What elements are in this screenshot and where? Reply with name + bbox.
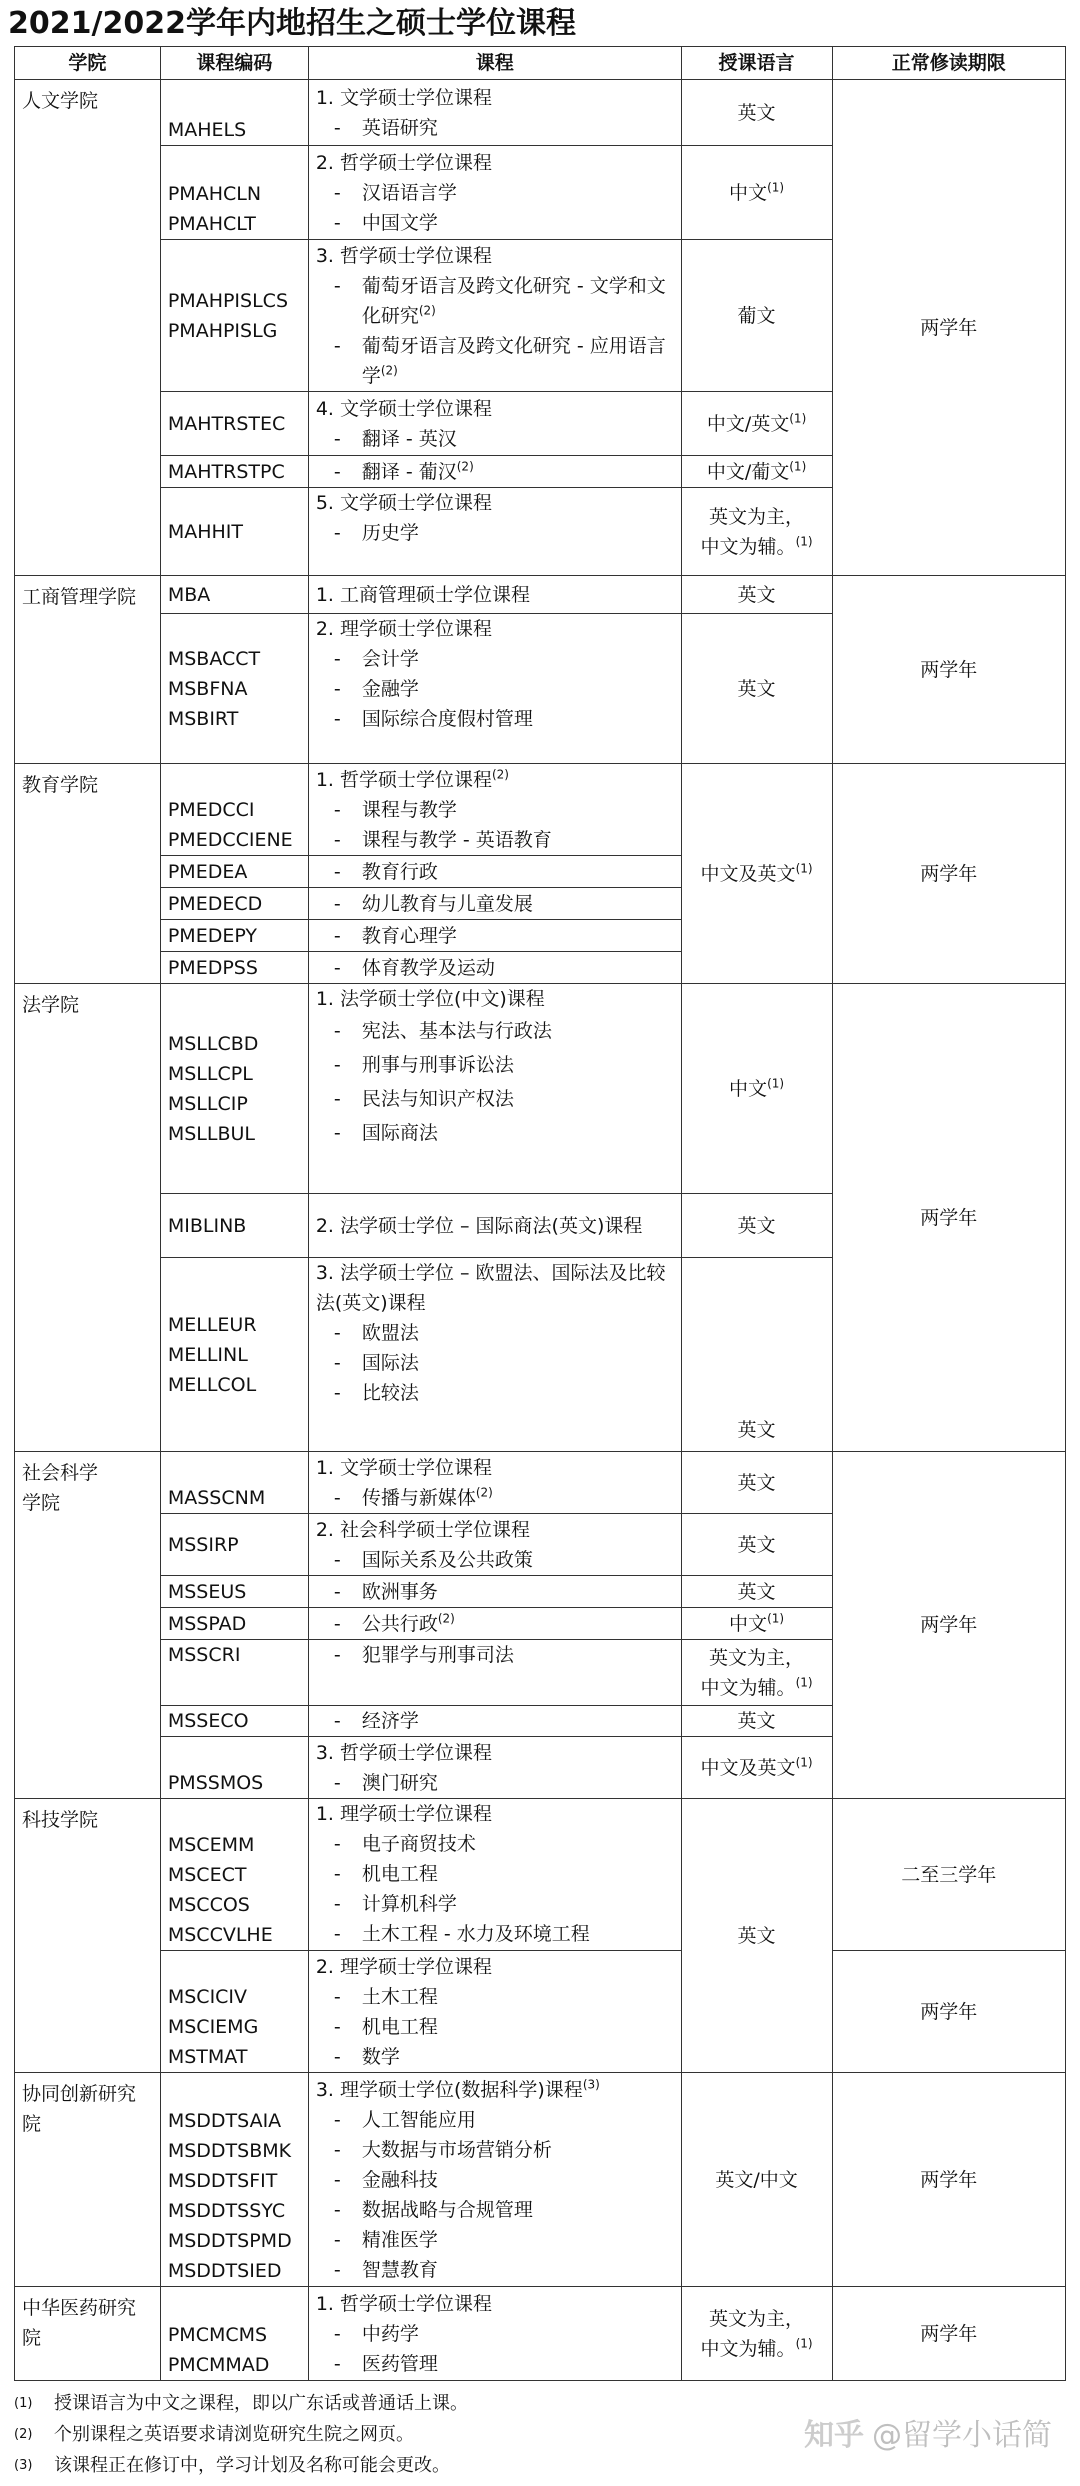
duration-cell: 两学年 — [832, 1951, 1065, 2073]
language-cell: 英文为主， 中文为辅。$^{(1)}$ — [681, 2287, 832, 2381]
language-cell: 英文 — [681, 1258, 832, 1452]
language-cell: 英文为主， 中文为辅。$^{(1)}$ — [681, 488, 832, 576]
header-language: 授课语言 — [681, 47, 832, 80]
language-cell: 英文 — [681, 1706, 832, 1737]
duration-cell: 两学年 — [832, 576, 1065, 764]
course-codes: PMAHCLN PMAHCLT — [160, 146, 308, 240]
table-row — [15, 2073, 1066, 2287]
table-row — [15, 1799, 1066, 1951]
program-item: - 英语研究 — [333, 116, 438, 139]
course-codes: MSBACCT MSBFNA MSBIRT — [160, 614, 308, 764]
program-cell: 1. 工商管理硕士学位课程 — [308, 576, 681, 614]
program-cell — [308, 80, 681, 146]
duration-cell: 两学年 — [832, 2287, 1065, 2381]
table-row — [15, 984, 1066, 1194]
language-cell: 英文 — [681, 576, 832, 614]
duration-cell: 两学年 — [832, 1452, 1065, 1799]
header-program: 课程 — [308, 47, 681, 80]
program-cell: 3. 哲学硕士学位课程 - 葡萄牙语言及跨文化研究 - 文学和文化研究$^{(2)}$ - 葡萄牙语言及跨文化研究 - 应用语言学$^{(2)}$ — [308, 240, 681, 392]
program-cell: 2. 理学硕士学位课程 - 会计学 - 金融学 - 国际综合度假村管理 — [308, 614, 681, 764]
program-title: 1. 文学硕士学位课程 — [315, 86, 492, 109]
school-name: 法学院 — [15, 984, 161, 1452]
course-code: MAHELS — [167, 119, 247, 141]
footnote: (2) 个别课程之英语要求请浏览研究生院之网页。 — [14, 2424, 414, 2445]
language-cell: 中文$^{(1)}$ — [681, 984, 832, 1194]
language-cell: 英文为主， 中文为辅。$^{(1)}$ — [681, 1640, 832, 1706]
table-row — [15, 1951, 1066, 2073]
school-name: 工商管理学院 — [15, 576, 161, 764]
program-cell: 1. 文学硕士学位课程 - 传播与新媒体$^{(2)}$ — [308, 1452, 681, 1514]
table-row — [15, 1452, 1066, 1514]
course-codes: MASSCNM — [160, 1452, 308, 1514]
course-codes: MSSPAD — [160, 1608, 308, 1640]
language-cell: 中文/葡文$^{(1)}$ — [681, 456, 832, 488]
language-cell: 英文 — [681, 1799, 832, 2073]
header-school: 学院 — [15, 47, 161, 80]
table-row — [15, 80, 1066, 146]
course-codes: PMEDCCI PMEDCCIENE — [160, 764, 308, 856]
course-codes: PMEDEA — [160, 856, 308, 888]
program-cell: - 经济学 — [308, 1706, 681, 1737]
watermark-text: @留学小话简 — [872, 2418, 1052, 2453]
course-codes: MSSIRP — [160, 1514, 308, 1576]
table-row — [15, 576, 1066, 614]
language-cell: 英文 — [681, 80, 832, 146]
program-cell: 5. 文学硕士学位课程 - 历史学 — [308, 488, 681, 576]
course-codes: MAHHIT — [160, 488, 308, 576]
table-row — [15, 764, 1066, 856]
language-cell: 中文$^{(1)}$ — [681, 146, 832, 240]
school-name: 教育学院 — [15, 764, 161, 984]
school-name: 协同创新研究院 — [15, 2073, 161, 2287]
course-codes: MIBLINB — [160, 1194, 308, 1258]
course-codes: MSLLCBD MSLLCPL MSLLCIP MSLLBUL — [160, 984, 308, 1194]
program-cell: 1. 哲学硕士学位课程$^{(2)}$ - 课程与教学 - 课程与教学 - 英语教育 — [308, 764, 681, 856]
program-cell: 1. 法学硕士学位(中文)课程 - 宪法、基本法与行政法 - 刑事与刑事诉讼法 - 民法与知识产权法 - 国际商法 — [308, 984, 681, 1194]
language-cell: 英文 — [681, 1576, 832, 1608]
program-cell: 1. 哲学硕士学位课程 - 中药学 - 医药管理 — [308, 2287, 681, 2381]
program-cell: - 幼儿教育与儿童发展 — [308, 888, 681, 920]
course-codes: MSDDTSAIA MSDDTSBMK MSDDTSFIT MSDDTSSYC MSDDTSPMD MSDDTSIED — [160, 2073, 308, 2287]
footnote: (3) 该课程正在修订中，学习计划及名称可能会更改。 — [14, 2455, 450, 2476]
header-code: 课程编码 — [160, 47, 308, 80]
program-cell: - 公共行政$^{(2)}$ — [308, 1608, 681, 1640]
course-codes — [160, 80, 308, 146]
course-codes: MSSCRI — [160, 1640, 308, 1706]
program-cell: 2. 哲学硕士学位课程 - 汉语语言学 - 中国文学 — [308, 146, 681, 240]
zhihu-watermark — [804, 2410, 1052, 2454]
program-cell: 2. 理学硕士学位课程 - 土木工程 - 机电工程 - 数学 — [308, 1951, 681, 2073]
course-codes: MSCEMM MSCECT MSCCOS MSCCVLHE — [160, 1799, 308, 1951]
footnote: (1) 授课语言为中文之课程，即以广东话或普通话上课。 — [14, 2393, 468, 2414]
course-codes: PMCMCMS PMCMMAD — [160, 2287, 308, 2381]
program-cell: - 教育心理学 — [308, 920, 681, 952]
course-codes: PMAHPISLCS PMAHPISLG — [160, 240, 308, 392]
course-codes: MSSEUS — [160, 1576, 308, 1608]
program-cell: - 欧洲事务 — [308, 1576, 681, 1608]
language-cell: 英文/中文 — [681, 2073, 832, 2287]
table-row — [15, 2287, 1066, 2381]
language-cell: 英文 — [681, 1452, 832, 1514]
page-title: 2021/2022学年内地招生之硕士学位课程 — [8, 6, 576, 41]
program-cell: 3. 哲学硕士学位课程 - 澳门研究 — [308, 1737, 681, 1799]
table-header-row — [15, 47, 1066, 80]
program-cell: 3. 理学硕士学位(数据科学)课程$^{(3)}$ - 人工智能应用 - 大数据与市场营销分析 - 金融科技 - 数据战略与合规管理 - 精准医学 - 智慧教育 — [308, 2073, 681, 2287]
language-cell: 英文 — [681, 1514, 832, 1576]
course-codes: PMEDPSS — [160, 952, 308, 984]
program-cell: 2. 法学硕士学位 – 国际商法(英文)课程 — [308, 1194, 681, 1258]
course-codes: PMEDECD — [160, 888, 308, 920]
course-codes: MBA — [160, 576, 308, 614]
program-cell: - 体育教学及运动 — [308, 952, 681, 984]
course-codes: MSSECO — [160, 1706, 308, 1737]
language-cell: 中文及英文$^{(1)}$ — [681, 764, 832, 984]
course-codes: PMEDEPY — [160, 920, 308, 952]
course-codes: MAHTRSTEC — [160, 392, 308, 456]
program-cell: 1. 理学硕士学位课程 - 电子商贸技术 - 机电工程 - 计算机科学 - 土木工程 - 水力及环境工程 — [308, 1799, 681, 1951]
program-cell: - 犯罪学与刑事司法 — [308, 1640, 681, 1706]
school-name: 中华医药研究院 — [15, 2287, 161, 2381]
program-cell: 4. 文学硕士学位课程 - 翻译 - 英汉 — [308, 392, 681, 456]
duration-cell: 两学年 — [832, 984, 1065, 1452]
program-cell: 3. 法学硕士学位 – 欧盟法、国际法及比较法(英文)课程 - 欧盟法 - 国际法 - 比较法 — [308, 1258, 681, 1452]
program-cell: - 教育行政 — [308, 856, 681, 888]
duration-cell: 两学年 — [832, 2073, 1065, 2287]
course-codes: PMSSMOS — [160, 1737, 308, 1799]
header-duration: 正常修读期限 — [832, 47, 1065, 80]
course-codes: MAHTRSTPC — [160, 456, 308, 488]
duration-cell: 两学年 — [832, 764, 1065, 984]
school-name: 人文学院 — [15, 80, 161, 576]
program-cell: 2. 社会科学硕士学位课程 - 国际关系及公共政策 — [308, 1514, 681, 1576]
duration-cell: 两学年 — [832, 80, 1065, 576]
language-cell: 葡文 — [681, 240, 832, 392]
course-codes: MSCICIV MSCIEMG MSTMAT — [160, 1951, 308, 2073]
language-cell: 中文/英文$^{(1)}$ — [681, 392, 832, 456]
program-cell: - 翻译 - 葡汉$^{(2)}$ — [308, 456, 681, 488]
duration-cell: 二至三学年 — [832, 1799, 1065, 1951]
language-cell: 英文 — [681, 1194, 832, 1258]
zhihu-logo: 知乎 — [804, 2418, 864, 2453]
language-cell: 英文 — [681, 614, 832, 764]
language-cell: 中文$^{(1)}$ — [681, 1608, 832, 1640]
school-name: 社会科学学院 — [15, 1452, 161, 1799]
course-codes: MELLEUR MELLINL MELLCOL — [160, 1258, 308, 1452]
language-cell: 中文及英文$^{(1)}$ — [681, 1737, 832, 1799]
program-table — [14, 46, 1066, 2381]
school-name: 科技学院 — [15, 1799, 161, 2073]
